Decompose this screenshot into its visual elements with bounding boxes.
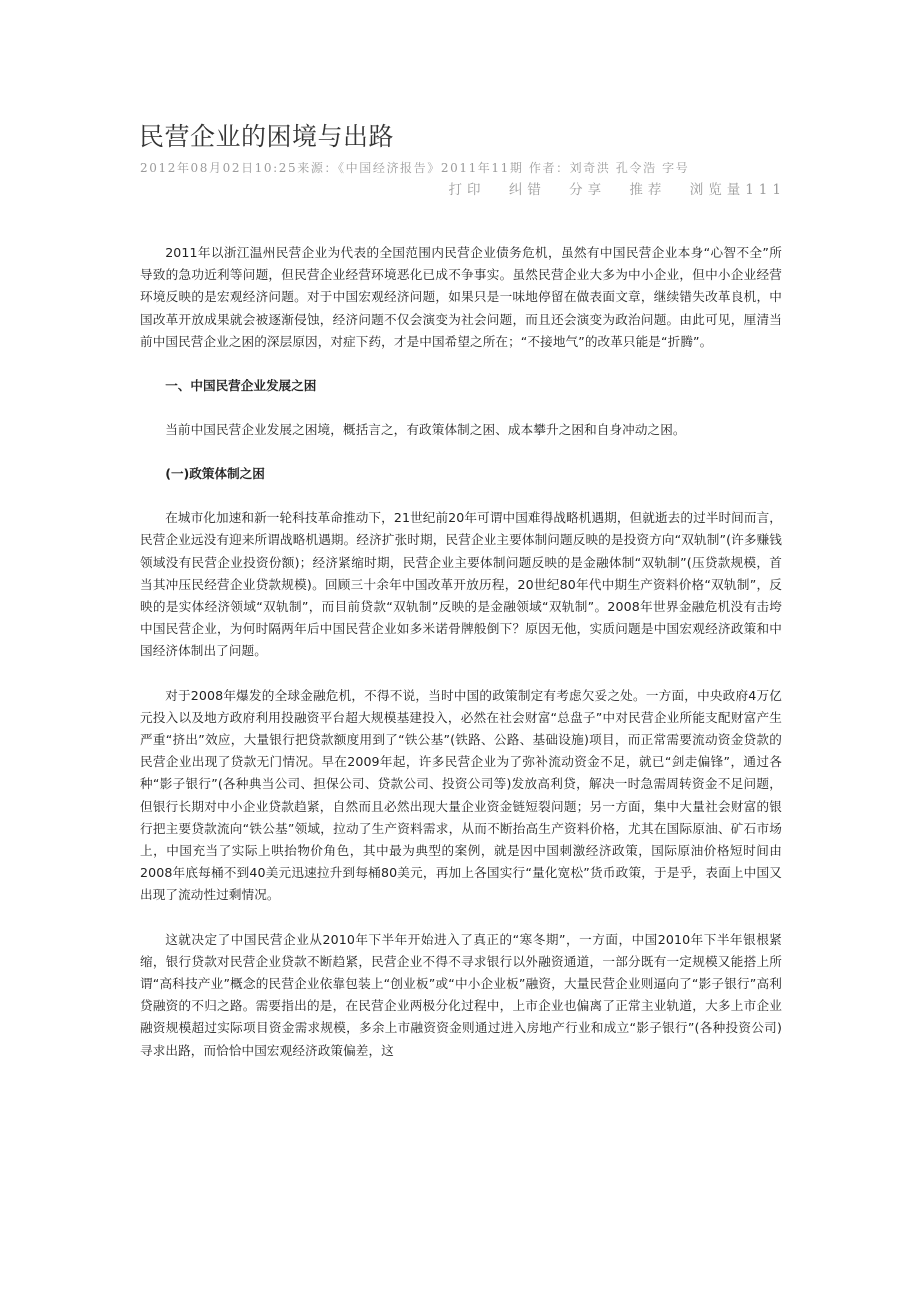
paragraph: 对于2008年爆发的全球金融危机，不得不说，当时中国的政策制定有考虑欠妥之处。一方面，中央政府4万亿元投入以及地方政府利用投融资平台超大规模基建投入，必然在社会财富“总盘子”中对民营企业所能支配财富产生严重“挤出”效应，大量银行把贷款额度用到了“铁公基”(铁路、公路、基础设施)项目，而正常需要流动资金贷款的民营企业出现了贷款无门情况。早在2009年起，许多民营企业为了弥补流动资金不足，就已“剑走偏锋”，通过各种“影子银行”(各种典当公司、担保公司、贷款公司、投资公司等)发放高利贷，解决一时急需周转资金不足问题，但银行长期对中小企业贷款趋紧，自然而且必然出现大量企业资金链短裂问题；另一方面，集中大量社会财富的银行把主要贷款流向“铁公基”领域，拉动了生产资料需求，从而不断抬高生产资料价格，尤其在国际原油、矿石市场上，中国充当了实际上哄抬物价角色，其中最为典型的案例，就是因中国刺激经济政策，国际原油价格短时间由2008年底每桶不到40美元迅速拉升到每桶80美元，再加上各国实行“量化宽松”货币政策，于是乎，表面上中国又出现了流动性过剩情况。 <box>140 687 782 903</box>
document-page <box>139 118 786 1084</box>
share-link[interactable]: 分享 <box>569 182 607 198</box>
view-count <box>690 182 786 198</box>
view-count-value: 111 <box>745 182 786 198</box>
view-count-label: 浏览量 <box>689 182 746 198</box>
subsection-heading: (一)政策体制之困 <box>165 466 265 482</box>
paragraph: 这就决定了中国民营企业从2010年下半年开始进入了真正的“寒冬期”，一方面，中国2010年下半年银根紧缩，银行贷款对民营企业贷款不断趋紧，民营企业不得不寻求银行以外融资通道，一部分既有一定规模又能搭上所谓“高科技产业”概念的民营企业依靠包装上“创业板”或“中小企业板”融资，大量民营企业则逼向了“影子银行”高利贷融资的不归之路。需要指出的是，在民营企业两极分化过程中，上市企业也偏离了正常主业轨道，大多上市企业融资规模超过实际项目资金需求规模，多余上市融资资金则通过进入房地产行业和成立“影子银行”(各种投资公司)寻求出路，而恰恰中国宏观经济政策偏差，这 <box>140 931 782 1058</box>
correct-link[interactable]: 纠错 <box>508 182 546 198</box>
print-link[interactable]: 打印 <box>448 182 486 198</box>
article-toolbar <box>140 179 786 201</box>
paragraph: 在城市化加速和新一轮科技革命推动下，21世纪前20年可谓中国难得战略机遇期，但就逝去的过半时间而言，民营企业远没有迎来所谓战略机遇期。经济扩张时期，民营企业主要体制问题反映的是投资方向“双轨制”(许多赚钱领域没有民营企业投资份额)；经济紧缩时期，民营企业主要体制问题反映的是金融体制“双轨制”(压贷款规模，首当其冲压民经营企业贷款规模)。回顾三十余年中国改革开放历程，20世纪80年代中期生产资料价格“双轨制”，反映的是实体经济领域“双轨制”，而目前贷款“双轨制”反映的是金融领域“双轨制”。2008年世界金融危机没有击垮中国民营企业，为何时隔两年后中国民营企业如多米诺骨牌般倒下？原因无他，实质问题是中国宏观经济政策和中国经济体制出了问题。 <box>140 510 782 659</box>
section-heading: 一、中国民营企业发展之困 <box>165 378 317 394</box>
recommend-link[interactable]: 推荐 <box>629 182 667 198</box>
article-title: 民营企业的困境与出路 <box>139 122 395 151</box>
paragraph: 当前中国民营企业发展之困境，概括言之，有政策体制之困、成本攀升之困和自身冲动之困。 <box>165 422 686 438</box>
article-meta: 2012年08月02日10:25来源：《中国经济报告》2011年11期 作者：刘奇洪 孔令浩 字号 <box>140 161 690 175</box>
article-body <box>140 242 782 1062</box>
paragraph: 2011年以浙江温州民营企业为代表的全国范围内民营企业债务危机，虽然有中国民营企业本身“心智不全”所导致的急功近利等问题，但民营企业经营环境恶化已成不争事实。虽然民营企业大多为中小企业，但中小企业经营环境反映的是宏观经济问题。对于中国宏观经济问题，如果只是一味地停留在做表面文章，继续错失改革良机，中国改革开放成果就会被逐渐侵蚀，经济问题不仅会演变为社会问题，而且还会演变为政治问题。由此可见，厘清当前中国民营企业之困的深层原因，对症下药，才是中国希望之所在；“不接地气”的改革只能是“折腾”。 <box>140 245 782 349</box>
